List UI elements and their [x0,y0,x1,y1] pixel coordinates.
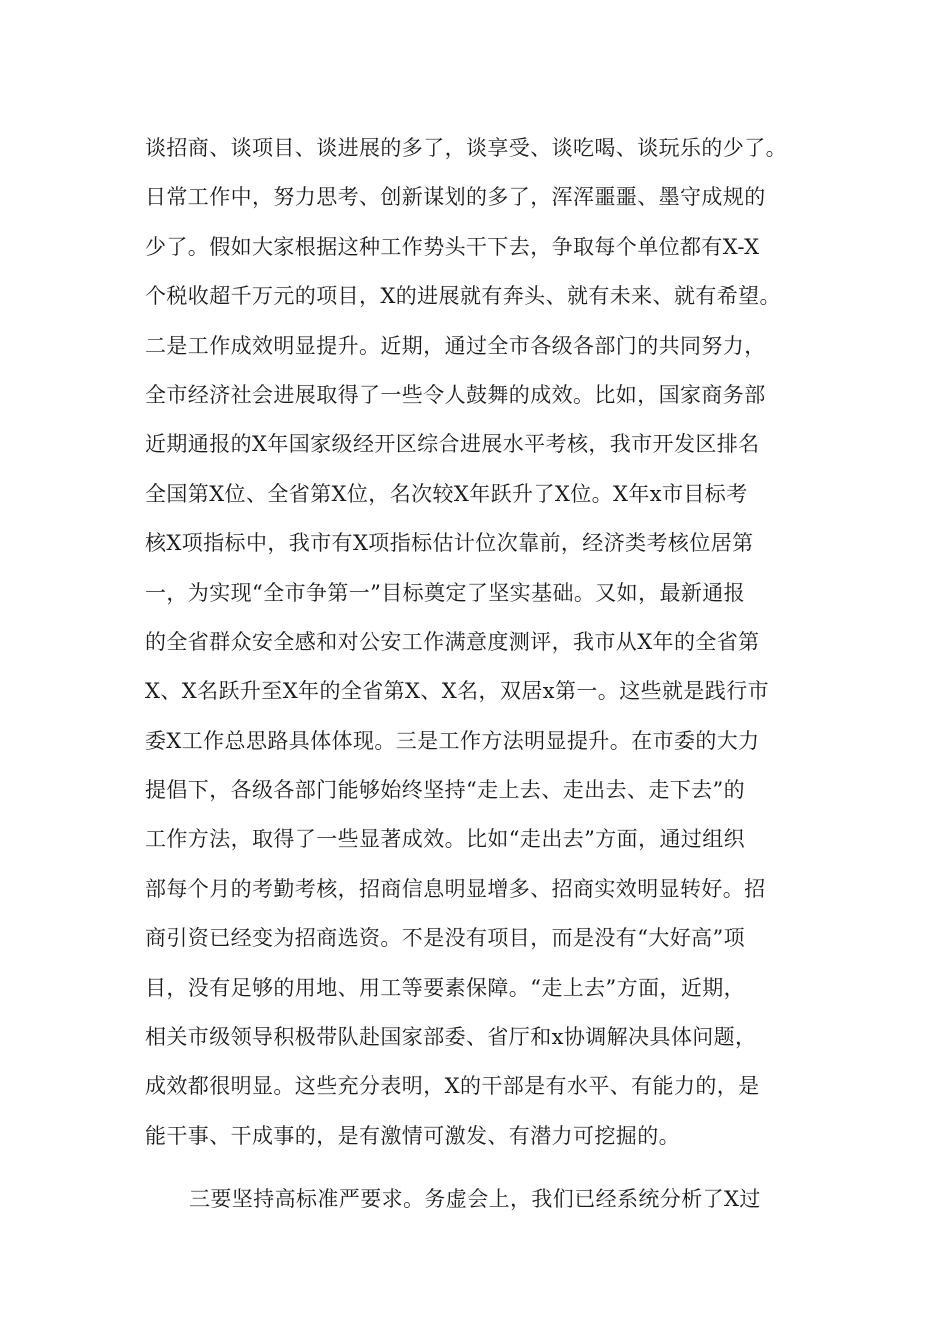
text-line: 委X工作总思路具体体现。三是工作方法明显提升。在市委的大力 [145,728,760,753]
text-line: 日常工作中，努力思考、创新谋划的多了，浑浑噩噩、墨守成规的 [145,185,766,210]
body-text [145,128,825,1229]
text-line: 个税收超千万元的项目，X的进展就有奔头、就有未来、就有希望。 [145,284,781,309]
text-line: X、X名跃升至X年的全省第X、X名，双居x第一。这些就是践行市 [145,679,769,704]
text-line: 目，没有足够的用地、用工等要素保障。“走上去”方面，近期， [145,975,746,1000]
text-line: 全国第X位、全省第X位，名次较X年跃升了X位。X年x市目标考 [145,481,748,506]
text-line: 商引资已经变为招商选资。不是没有项目，而是没有“大好高”项 [145,926,746,951]
text-line: 提倡下，各级各部门能够始终坚持“走上去、走出去、走下去”的 [145,778,746,803]
text-line: 少了。假如大家根据这种工作势头干下去，争取每个单位都有X-X [145,234,760,259]
text-line: 的全省群众安全感和对公安工作满意度测评，我市从X年的全省第 [145,629,760,654]
text-line: 相关市级领导积极带队赴国家部委、省厅和x协调解决具体问题， [145,1025,757,1050]
text-line: 成效都很明显。这些充分表明，X的干部是有水平、有能力的，是 [145,1074,760,1099]
text-line: 部每个月的考勤考核，招商信息明显增多、招商实效明显转好。招 [145,876,766,901]
text-line: 能干事、干成事的，是有激情可激发、有潜力可挖掘的。 [145,1123,680,1148]
paragraph-start-line: 三要坚持高标准严要求。务虚会上，我们已经系统分析了X过 [189,1187,761,1212]
text-line: 谈招商、谈项目、谈进展的多了，谈享受、谈吃喝、谈玩乐的少了。 [145,136,787,160]
text-line: 二是工作成效明显提升。近期，通过全市各级各部门的共同努力， [145,333,766,358]
text-line: 一，为实现“全市争第一”目标奠定了坚实基础。又如，最新通报 [145,580,746,605]
text-line: 工作方法，取得了一些显著成效。比如“走出去”方面，通过组织 [145,827,746,852]
text-line: 全市经济社会进展取得了一些令人鼓舞的成效。比如，国家商务部 [145,382,766,407]
text-line: 核X项指标中，我市有X项指标估计位次靠前，经济类考核位居第 [145,531,754,556]
text-line: 近期通报的X年国家级经开区综合进展水平考核，我市开发区排名 [145,432,760,457]
